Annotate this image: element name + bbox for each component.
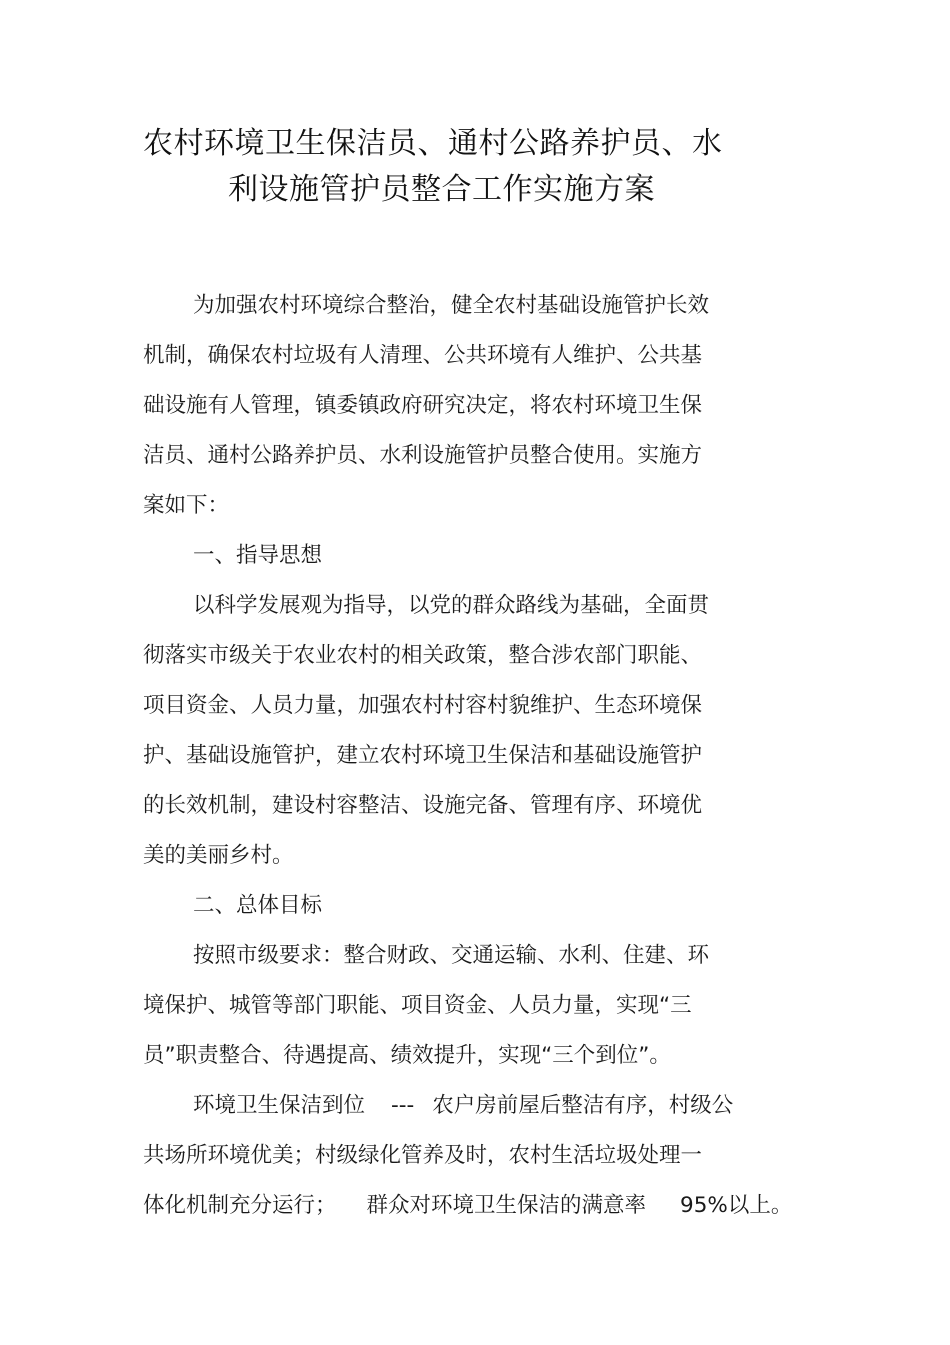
document-title-line-1: 农村环境卫生保洁员、通村公路养护员、水 [143,126,723,161]
section-heading-guiding-thought: 一、指导思想 [193,543,323,568]
section2-line: 按照市级要求：整合财政、交通运输、水利、住建、环 [193,943,710,968]
intro-line: 为加强农村环境综合整治，健全农村基础设施管护长效 [193,293,710,318]
goal-label: 环境卫生保洁到位 [193,1093,366,1118]
intro-line: 机制，确保农村垃圾有人清理、公共环境有人维护、公共基 [143,343,703,368]
goal-text: 体化机制充分运行； [143,1193,337,1218]
goal-line [193,1091,733,1121]
intro-line: 案如下： [143,493,230,518]
goal-text: 以上。 [727,1193,793,1218]
section1-line: 的长效机制，建设村容整洁、设施完备、管理有序、环境优 [143,793,703,818]
goal-dash: --- [391,1093,415,1118]
section1-line: 美的美丽乡村。 [143,843,294,868]
section1-line: 护、基础设施管护，建立农村环境卫生保洁和基础设施管护 [143,743,703,768]
goal-line [143,1191,792,1221]
goal-text: 群众对环境卫生保洁的满意率 [366,1193,647,1218]
intro-line: 础设施有人管理，镇委镇政府研究决定，将农村环境卫生保 [143,393,703,418]
section1-line: 彻落实市级关于农业农村的相关政策，整合涉农部门职能、 [143,643,703,668]
section2-line: 境保护、城管等部门职能、项目资金、人员力量，实现“三 [143,993,692,1018]
goal-text: 农户房前屋后整洁有序，村级公 [432,1093,734,1118]
section-heading-overall-goal: 二、总体目标 [193,893,323,918]
intro-line: 洁员、通村公路养护员、水利设施管护员整合使用。实施方 [143,443,703,468]
satisfaction-rate-value: 95% [680,1193,728,1218]
section1-line: 项目资金、人员力量，加强农村村容村貌维护、生态环境保 [143,693,703,718]
section2-line: 员”职责整合、待遇提高、绩效提升，实现“三个到位”。 [143,1043,671,1068]
section1-line: 以科学发展观为指导，以党的群众路线为基础，全面贯 [193,593,710,618]
goal-line: 共场所环境优美；村级绿化管养及时，农村生活垃圾处理一 [143,1143,703,1168]
document-title-line-2: 利设施管护员整合工作实施方案 [228,172,655,207]
